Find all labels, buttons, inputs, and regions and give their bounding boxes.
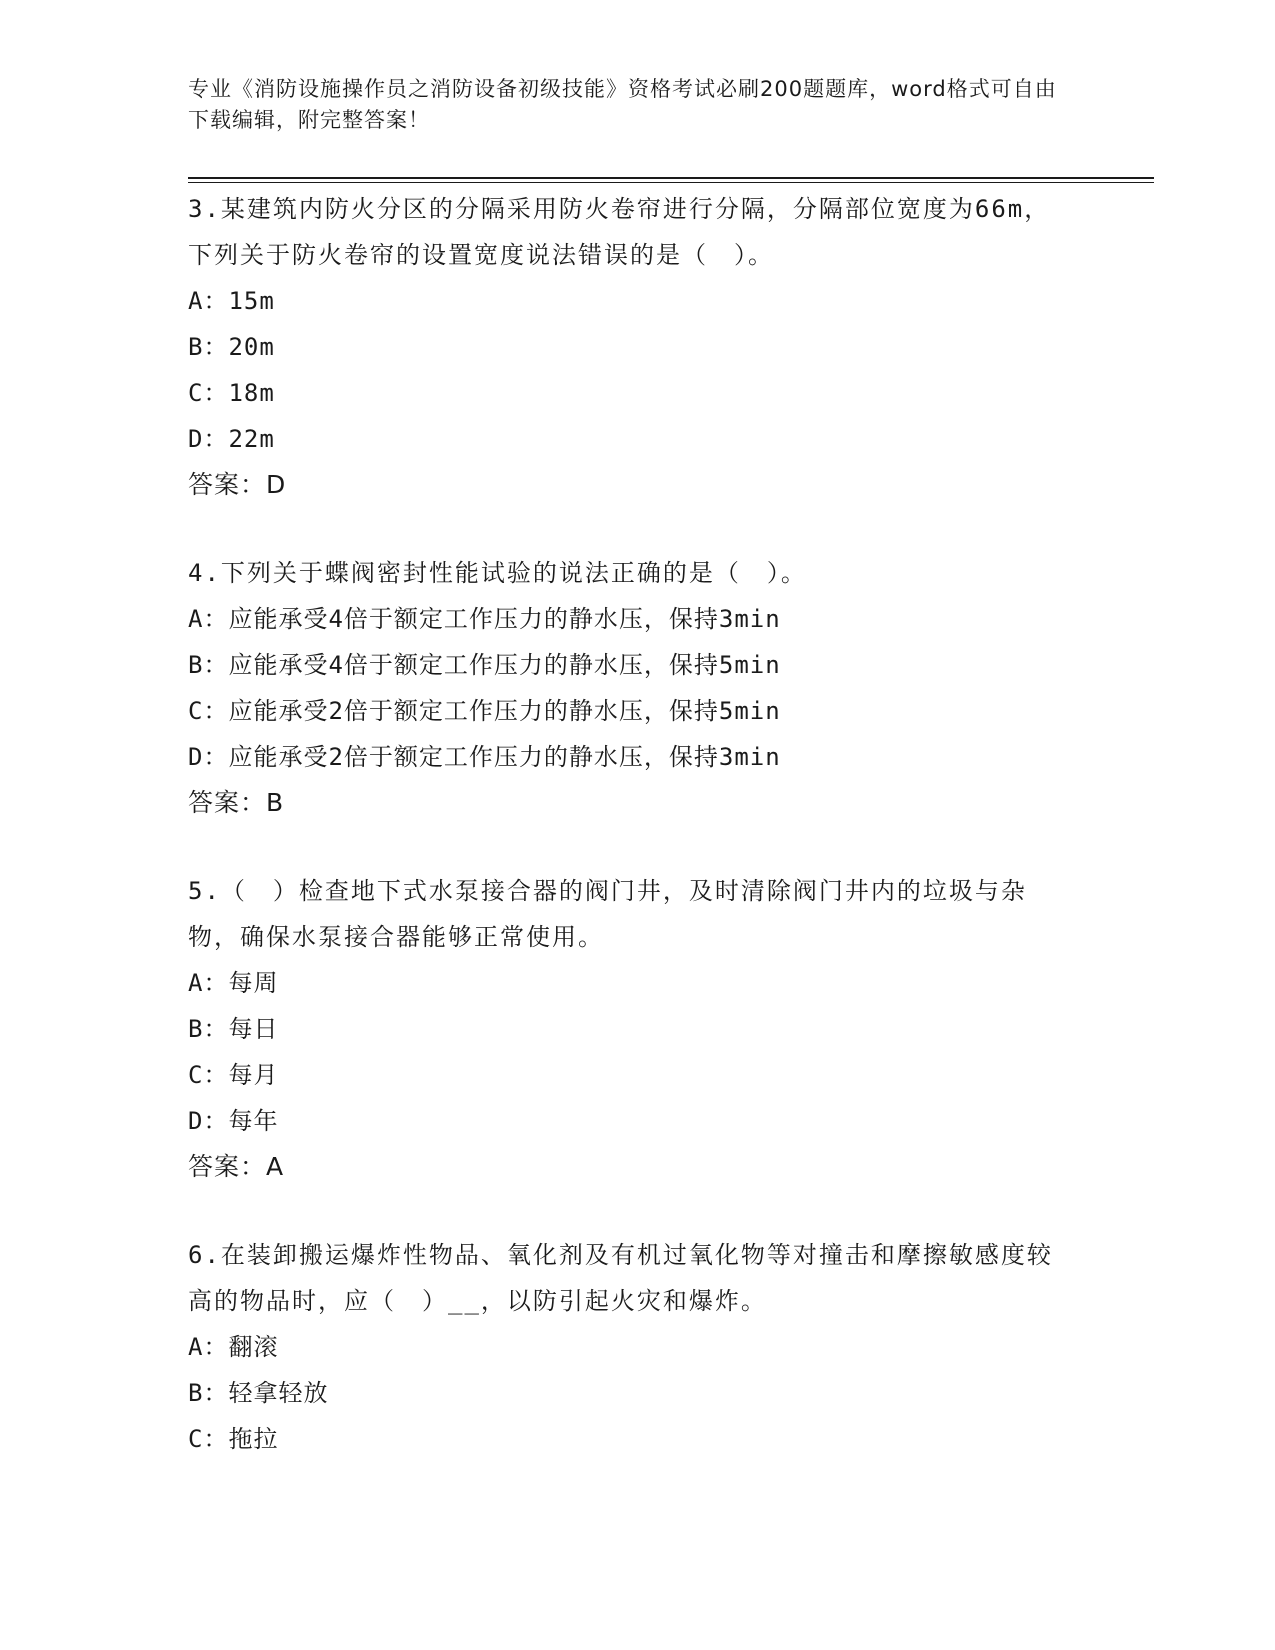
option-c: C：18m: [188, 379, 275, 407]
option-c: C：每月: [188, 1061, 279, 1089]
question-text: 4.下列关于蝶阀密封性能试验的说法正确的是（ ）。: [188, 559, 807, 587]
question-6: [188, 1232, 1068, 1462]
answer-label: 答案：A: [188, 1152, 285, 1181]
option-b: B：20m: [188, 333, 275, 361]
answer-label: 答案：D: [188, 470, 287, 499]
question-4: [188, 550, 1068, 826]
question-text: 6.在装卸搬运爆炸性物品、氧化剂及有机过氧化物等对撞击和摩擦敏感度较高的物品时，应（ ）__，以防引起火灾和爆炸。: [188, 1241, 1053, 1315]
option-a: A：15m: [188, 287, 275, 315]
option-c: C：拖拉: [188, 1425, 279, 1453]
question-text: 3.某建筑内防火分区的分隔采用防火卷帘进行分隔，分隔部位宽度为66m，下列关于防火卷帘的设置宽度说法错误的是（ ）。: [188, 195, 1051, 269]
option-d: D：应能承受2倍于额定工作压力的静水压，保持3min: [188, 743, 781, 771]
question-list: [188, 186, 1068, 1504]
option-b: B：轻拿轻放: [188, 1379, 329, 1407]
header-divider-thick: [188, 177, 1154, 179]
question-3: [188, 186, 1068, 508]
option-b: B：应能承受4倍于额定工作压力的静水压，保持5min: [188, 651, 781, 679]
option-a: A：应能承受4倍于额定工作压力的静水压，保持3min: [188, 605, 781, 633]
option-c: C：应能承受2倍于额定工作压力的静水压，保持5min: [188, 697, 781, 725]
option-d: D：22m: [188, 425, 275, 453]
question-5: [188, 868, 1068, 1190]
option-a: A：翻滚: [188, 1333, 279, 1361]
question-text: 5.（ ）检查地下式水泵接合器的阀门井，及时清除阀门井内的垃圾与杂物，确保水泵接合器能够正常使用。: [188, 877, 1027, 951]
option-a: A：每周: [188, 969, 279, 997]
answer-label: 答案：B: [188, 788, 285, 817]
option-b: B：每日: [188, 1015, 279, 1043]
option-d: D：每年: [188, 1107, 279, 1135]
document-header: 专业《消防设施操作员之消防设备初级技能》资格考试必刷200题题库，word格式可自由下载编辑，附完整答案！: [188, 77, 1057, 132]
header-divider-thin: [188, 182, 1154, 183]
